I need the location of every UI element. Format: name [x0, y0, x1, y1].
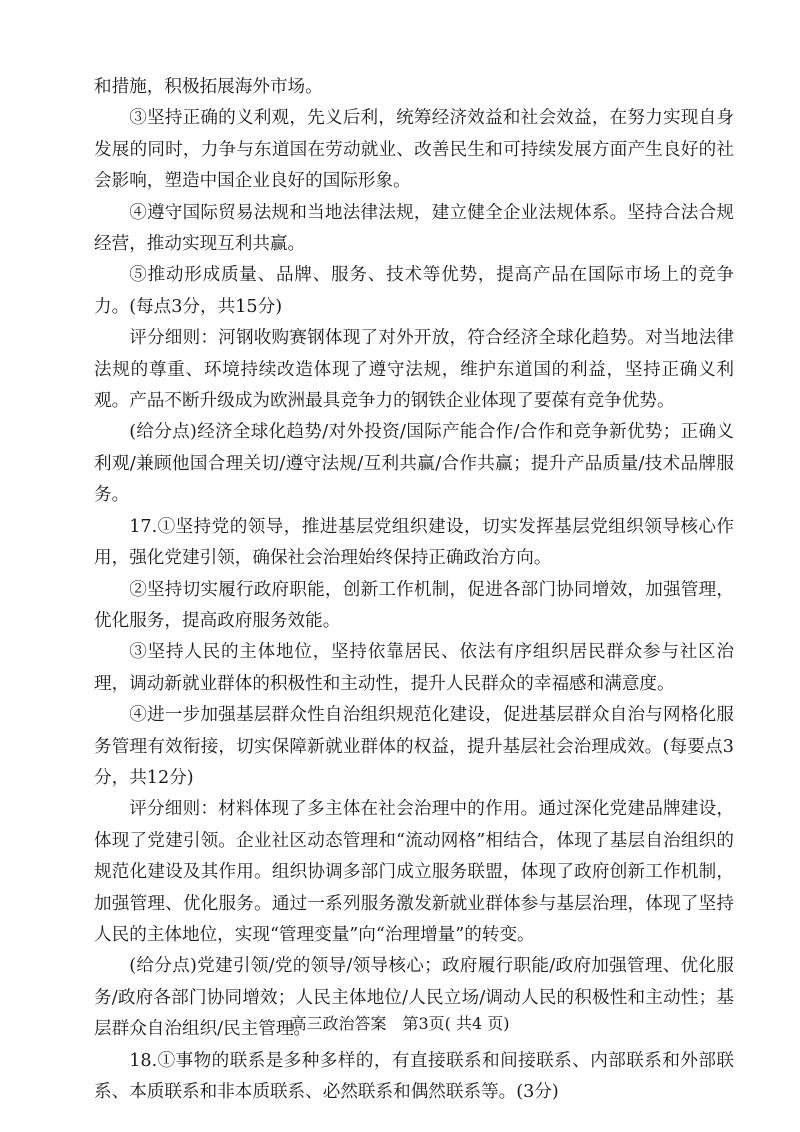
page-footer: 高三政治答案 第3页( 共4 页): [290, 1014, 510, 1033]
paragraph-point-5: ⑤推动形成质量、品牌、服务、技术等优势，提高产品在国际市场上的竞争力。(每点3分，共15分): [94, 265, 734, 317]
paragraph-q18-point-1: 18.①事物的联系是多种多样的，有直接联系和间接联系、内部联系和外部联系、本质联系和非本质联系、必然联系和偶然联系等。(3分): [94, 1050, 734, 1102]
paragraph-point-4: ④遵守国际贸易法规和当地法律法规，建立健全企业法规体系。坚持合法合规经营，推动实现互利共赢。: [94, 202, 734, 255]
paragraph-point-3: ③坚持正确的义利观，先义后利，统筹经济效益和社会效益，在努力实现自身发展的同时，力争与东道国在劳动就业、改善民生和可持续发展方面产生良好的社会影响，塑造中国企业良好的国际形象。: [94, 108, 734, 192]
paragraph-q17-point-3: ③坚持人民的主体地位，坚持依靠居民、依法有序组织居民群众参与社区治理，调动新就业群体的积极性和主动性，提升人民群众的幸福感和满意度。: [94, 642, 734, 694]
paragraph-scoring-points-16: (给分点)经济全球化趋势/对外投资/国际产能合作/合作和竞争新优势；正确义利观/兼顾他国合理关切/遵守法规/互利共赢/合作共赢；提升产品质量/技术品牌服务。: [94, 422, 734, 506]
document-body: [94, 72, 734, 1108]
paragraph-continuation: 和措施，积极拓展海外市场。: [94, 77, 323, 97]
paragraph-scoring-rules-16: 评分细则：河钢收购赛钢体现了对外开放，符合经济全球化趋势。对当地法律法规的尊重、环境持续改造体现了遵守法规，维护东道国的利益，坚持正确义利观。产品不断升级成为欧洲最具竞争力的钢铁企业体现了要葆有竞争优势。: [94, 328, 734, 412]
paragraph-scoring-points-17: (给分点)党建引领/党的领导/领导核心；政府履行职能/政府加强管理、优化服务/政府各部门协同增效；人民主体地位/人民立场/调动人民的积极性和主动性；基层群众自治组织/民主管理。: [94, 956, 734, 1040]
paragraph-q17-point-4: ④进一步加强基层群众性自治组织规范化建设，促进基层群众自治与网格化服务管理有效衔接，切实保障新就业群体的权益，提升基层社会治理成效。(每要点3分，共12分): [94, 705, 734, 788]
paragraph-q17-point-1: 17.①坚持党的领导，推进基层党组织建设，切实发挥基层党组织领导核心作用，强化党建引领，确保社会治理始终保持正确政治方向。: [94, 516, 734, 569]
paragraph-scoring-rules-17: 评分细则：材料体现了多主体在社会治理中的作用。通过深化党建品牌建设，体现了党建引领。企业社区动态管理和“流动网格”相结合，体现了基层自治组织的规范化建设及其作用。组织协调多部门成立服务联盟，体现了政府创新工作机制，加强管理、优化服务。通过一系列服务激发新就业群体参与基层治理，体现了坚持人民的主体地位，实现“管理变量”向“治理增量”的转变。: [94, 799, 734, 945]
paragraph-q17-point-2: ②坚持切实履行政府职能，创新工作机制，促进各部门协同增效，加强管理，优化服务，提高政府服务效能。: [94, 579, 734, 631]
